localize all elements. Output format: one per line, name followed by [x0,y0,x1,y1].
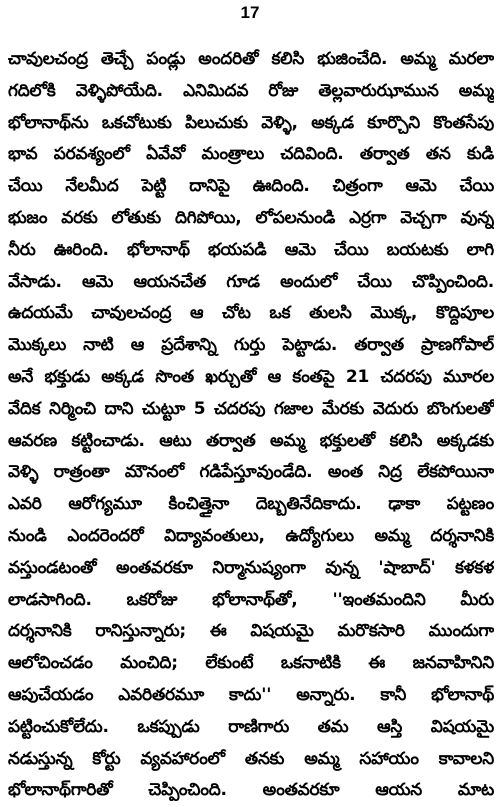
text-line-16: నుండి ఎందరెందరో విద్యావంతులు, ఉద్యోగులు అమ్మ దర్శనానికి [8,525,494,546]
text-line-11: అనే భక్తుడు అక్కడ సొంత ఖర్చుతో ఆ కంతపై 21 చదరపు మూరల [8,366,494,387]
body-text [8,44,494,807]
text-line-21: ఆపుచేయడం ఎవరితరమూ కాదు'' అన్నారు. కానీ భోలానాథ్ [8,684,494,705]
text-line-5: చేయి నేలమీద పెట్టి దానిపై ఊదింది. చిత్రంగా ఆమె చేయి [8,176,494,197]
text-line-24: భోలానాథ్‌గారితో చెప్పించింది. అంతవరకూ ఆయన మాట [8,780,494,801]
text-line-6: భుజం వరకు లోతుకు దిగిపోయి, లోపలనుండి ఎర్రగా వెచ్చగా వున్న [8,207,494,228]
text-line-20: ఆలోచించడం మంచిది; లేకుంటే ఒకనాటికి ఈ జనవాహినిని [8,653,494,674]
text-line-9: ఉదయమే చావులచంద్ర ఆ చోట ఒక తులసి మొక్క, కొద్దిపూల [8,303,494,324]
text-line-4: భావ పరవశ్యంలో ఏవేవో మంత్రాలు చదివింది. తర్వాత తన కుడి [8,144,494,165]
text-line-8: వేసాడు. ఆమె ఆయనచేత గూడ అందులో చేయి చొప్పించింది. [8,271,494,292]
text-line-10: మొక్కలు నాటి ఆ ప్రదేశాన్ని గుర్తు పెట్టాడు. తర్వాత ప్రాణగోపాల్ [8,335,494,356]
text-line-1: చావులచంద్ర తెచ్చే పండ్లు అందరితో కలిసి భుజించేది. అమ్మ మరలా [8,49,494,69]
text-line-12: వేదిక నిర్మించి దాని చుట్టూ 5 చదరపు గజాల మేరకు వెదురు బొంగులతో [8,398,494,419]
text-line-14: వెళ్ళి రాత్రంతా మౌనంలో గడిపేస్తూవుండేది. అంత నిద్ర లేకపోయినా [8,462,494,483]
text-line-3: భోలానాథ్‌ను ఒకచోటుకు పిలుచుకు వెళ్ళి, అక్కడ కూర్చొని కొంతసేపు [8,112,494,133]
text-line-2: గదిలోకి వెళ్ళిపోయేది. ఎనిమిదవ రోజు తెల్లవారుఝామున అమ్మ [8,80,494,101]
text-line-22: పట్టించుకోలేదు. ఒకప్పుడు రాణిగారు తమ ఆస్తి విషయమై [8,716,494,737]
text-line-15: ఎవరి ఆరోగ్యమూ కించిత్తైనా దెబ్బతినేదికాదు. ఢాకా పట్టణం [8,494,494,515]
text-line-18: లాడసాగింది. ఒకరోజు భోలానాథ్‌తో, ''ఇంతమందిని మీరు [8,589,494,610]
text-line-7: నీరు ఊరింది. భోలానాథ్ భయపడి ఆమె చేయి బయటకు లాగి [8,239,494,260]
text-line-19: దర్శనానికి రానిస్తున్నారు; ఈ విషయమై మరొకసారి ముందుగా [8,621,494,642]
page-number: 17 [240,3,260,22]
text-line-17: వస్తుండటంతో అంతవరకూ నిర్మానుష్యంగా వున్న 'షాబాద్' కళకళ [8,557,494,578]
text-line-23: నడుస్తున్న కోర్టు వ్యవహారంలో తనకు అమ్మ సహాయం కావాలని [8,748,494,769]
text-line-13: ఆవరణ కట్టించాడు. ఆటు తర్వాత అమ్మ భక్తులతో కలిసి అక్కడకు [8,430,494,451]
